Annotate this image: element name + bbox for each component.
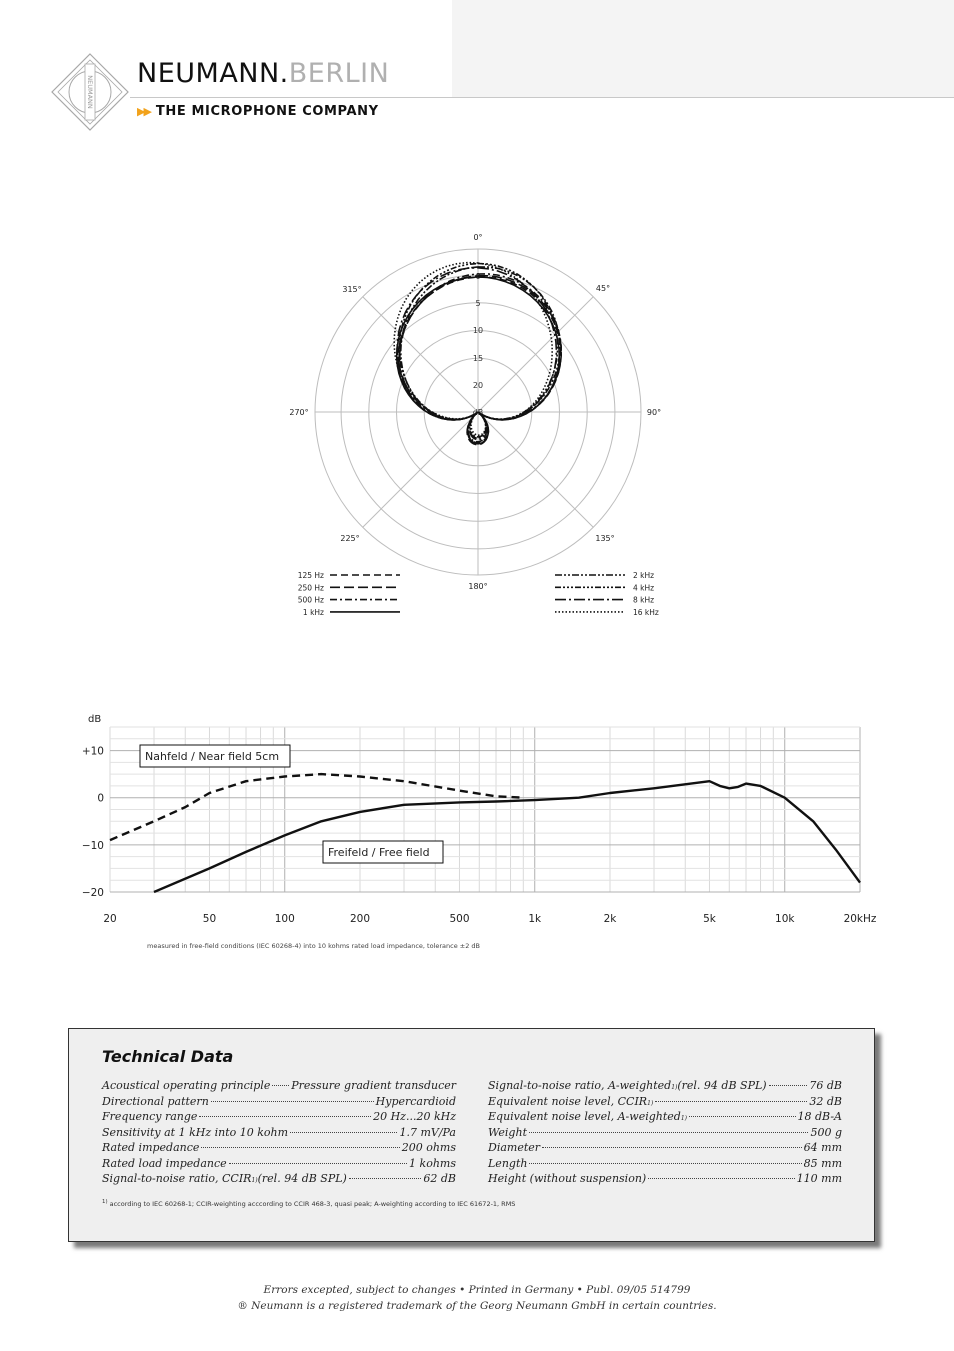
header-rule xyxy=(130,97,954,98)
y-tick-label: 0 xyxy=(97,792,104,805)
angle-label-180: 180° xyxy=(468,582,488,591)
spec-leader-dots xyxy=(542,1147,802,1148)
spec-label: Rated impedance xyxy=(102,1141,200,1154)
measurement-note: measured in free-field conditions (IEC 60268-4) into 10 kohms rated load impedance, tolerance ±2 dB xyxy=(147,942,481,950)
ring-label: dB xyxy=(472,408,484,417)
spec-label-suffix: (rel. 94 dB SPL) xyxy=(257,1172,347,1185)
x-tick-label: 20kHz xyxy=(843,913,877,925)
spec-leader-dots xyxy=(529,1132,808,1133)
x-tick-label: 10k xyxy=(775,913,795,925)
spec-leader-dots xyxy=(290,1132,397,1133)
spec-value: 64 mm xyxy=(803,1141,842,1154)
x-tick-label: 500 xyxy=(449,913,470,925)
angle-label-135: 135° xyxy=(595,534,615,543)
frequency-response-chart xyxy=(70,700,890,960)
spec-label: Directional pattern xyxy=(102,1094,209,1108)
ring-label: 10 xyxy=(472,326,484,335)
y-axis-label: dB xyxy=(88,714,102,725)
spec-label: Rated load impedance xyxy=(102,1156,227,1170)
spec-value: 62 dB xyxy=(423,1172,456,1185)
legend-right-label: 2 kHz xyxy=(633,571,655,580)
technical-column-left xyxy=(102,1079,456,1188)
spec-label: Length xyxy=(488,1156,528,1170)
spec-label: Sensitivity at 1 kHz into 10 kohm xyxy=(102,1125,289,1139)
series-line-0 xyxy=(110,774,523,840)
spec-leader-dots xyxy=(648,1178,794,1179)
x-tick-label: 50 xyxy=(202,913,217,925)
neumann-seal-icon xyxy=(50,52,130,132)
x-tick-label: 2k xyxy=(603,913,617,925)
spec-leader-dots xyxy=(272,1085,289,1086)
spec-footnote-mark: 1) xyxy=(251,1177,258,1184)
y-tick-label: +10 xyxy=(81,745,104,758)
double-arrow-icon: ▶▶ xyxy=(137,105,150,118)
spec-value: 32 dB xyxy=(809,1094,842,1108)
spec-label: Signal-to-noise ratio, CCIR xyxy=(102,1172,252,1185)
spec-label: Frequency range xyxy=(102,1110,198,1123)
angle-label-90: 90° xyxy=(646,408,662,417)
angle-label-225: 225° xyxy=(340,534,360,543)
spec-value: 110 mm xyxy=(796,1172,842,1185)
tagline-text: THE MICROPHONE COMPANY xyxy=(155,104,379,119)
spec-value: 1.7 mV/Pa xyxy=(399,1125,456,1139)
footnote-text: according to IEC 60268-1; CCIR-weighting acccording to CCIR 468-3, quasi peak; A-weighting according to IEC 61672-1, RMS xyxy=(107,1200,516,1209)
legend-left-label: 250 Hz xyxy=(297,583,324,593)
legend-left-label: 1 kHz xyxy=(302,607,324,617)
seal-lettering: NEUMANN xyxy=(86,75,94,109)
ring-label: 15 xyxy=(472,354,484,363)
x-tick-label: 20 xyxy=(103,913,117,925)
footer-line-1: Errors excepted, subject to changes • Printed in Germany • Publ. 09/05 514799 xyxy=(263,1284,691,1296)
technical-column-right xyxy=(488,1079,842,1188)
brand-name xyxy=(137,58,389,89)
spec-row xyxy=(102,1095,456,1111)
spec-footnote-mark: 1) xyxy=(671,1084,678,1091)
spec-label: Weight xyxy=(488,1125,527,1139)
spec-row xyxy=(102,1141,456,1157)
spec-value: 18 dB-A xyxy=(797,1110,842,1123)
legend-left-label: 500 Hz xyxy=(297,595,324,605)
footer-line-2: ® Neumann is a registered trademark of the Georg Neumann GmbH in certain countries. xyxy=(237,1300,717,1312)
spec-value: 200 ohms xyxy=(401,1141,456,1154)
spec-label: Equivalent noise level, CCIR xyxy=(488,1094,648,1108)
legend-right-label: 8 kHz xyxy=(633,595,655,605)
x-tick-label: 1k xyxy=(528,913,542,925)
polar-pattern-diagram xyxy=(280,225,680,625)
spec-value: 85 mm xyxy=(803,1156,842,1170)
x-tick-label: 200 xyxy=(349,913,371,925)
spec-label-suffix: (rel. 94 dB SPL) xyxy=(677,1079,767,1092)
brand-main: NEUMANN. xyxy=(137,58,289,89)
spec-leader-dots xyxy=(229,1163,407,1164)
ring-label: 0 xyxy=(475,272,481,281)
spec-footnote-mark: 1) xyxy=(647,1099,654,1107)
y-tick-label: −10 xyxy=(81,839,104,852)
legend-right-label: 16 kHz xyxy=(633,607,659,617)
spec-leader-dots xyxy=(349,1178,422,1179)
technical-footnote xyxy=(102,1199,515,1208)
y-tick-label: −20 xyxy=(81,887,104,899)
spec-row xyxy=(102,1079,456,1095)
header-band xyxy=(452,0,954,97)
spec-label: Diameter xyxy=(488,1141,541,1154)
spec-leader-dots xyxy=(689,1116,796,1117)
spec-leader-dots xyxy=(211,1101,374,1102)
spec-label: Signal-to-noise ratio, A-weighted xyxy=(488,1079,672,1092)
polar-spoke-45 xyxy=(478,297,593,412)
spec-row xyxy=(488,1157,842,1173)
series-label-free-field: Freifeld / Free field xyxy=(328,846,430,859)
spec-leader-dots xyxy=(199,1116,371,1117)
angle-label-315: 315° xyxy=(342,285,362,294)
footnote-mark: 1) xyxy=(102,1199,108,1205)
angle-label-270: 270° xyxy=(289,408,309,417)
series-label-near-field: Nahfeld / Near field 5cm xyxy=(145,750,280,763)
spec-row xyxy=(488,1079,842,1095)
spec-label: Equivalent noise level, A-weighted xyxy=(488,1110,681,1123)
spec-value: 76 dB xyxy=(809,1079,842,1092)
spec-value: Hypercardioid xyxy=(375,1094,456,1108)
spec-footnote-mark: 1) xyxy=(680,1115,687,1122)
tagline xyxy=(137,104,379,119)
spec-value: 1 kohms xyxy=(409,1156,456,1170)
legend-left-label: 125 Hz xyxy=(297,571,324,580)
spec-row xyxy=(488,1126,842,1142)
polar-spoke-315 xyxy=(363,297,481,412)
ring-label: 5 xyxy=(475,299,481,308)
ring-label: 20 xyxy=(472,381,484,390)
angle-label-45: 45° xyxy=(595,284,611,293)
spec-row xyxy=(488,1141,842,1157)
spec-value: Pressure gradient transducer xyxy=(291,1079,456,1092)
polar-spoke-225 xyxy=(363,412,478,527)
spec-row xyxy=(102,1172,456,1188)
x-tick-label: 5k xyxy=(703,913,716,925)
spec-label: Height (without suspension) xyxy=(488,1172,647,1185)
spec-leader-dots xyxy=(201,1147,399,1148)
spec-row xyxy=(488,1172,842,1188)
polar-spoke-135 xyxy=(478,412,593,527)
spec-leader-dots xyxy=(529,1163,801,1164)
technical-data-panel xyxy=(68,1028,875,1242)
spec-label: Acoustical operating principle xyxy=(102,1079,271,1092)
spec-value: 20 Hz...20 kHz xyxy=(373,1110,456,1123)
spec-row xyxy=(102,1157,456,1173)
x-tick-label: 100 xyxy=(274,913,295,925)
legend-right-label: 4 kHz xyxy=(633,583,655,593)
spec-row xyxy=(488,1110,842,1126)
spec-leader-dots xyxy=(655,1101,807,1102)
spec-row xyxy=(102,1126,456,1142)
angle-label-0: 0° xyxy=(473,233,483,242)
technical-title: Technical Data xyxy=(102,1047,234,1066)
spec-leader-dots xyxy=(769,1085,808,1086)
spec-row xyxy=(102,1110,456,1126)
spec-value: 500 g xyxy=(810,1125,842,1139)
brand-city: BERLIN xyxy=(288,58,390,89)
spec-row xyxy=(488,1095,842,1111)
